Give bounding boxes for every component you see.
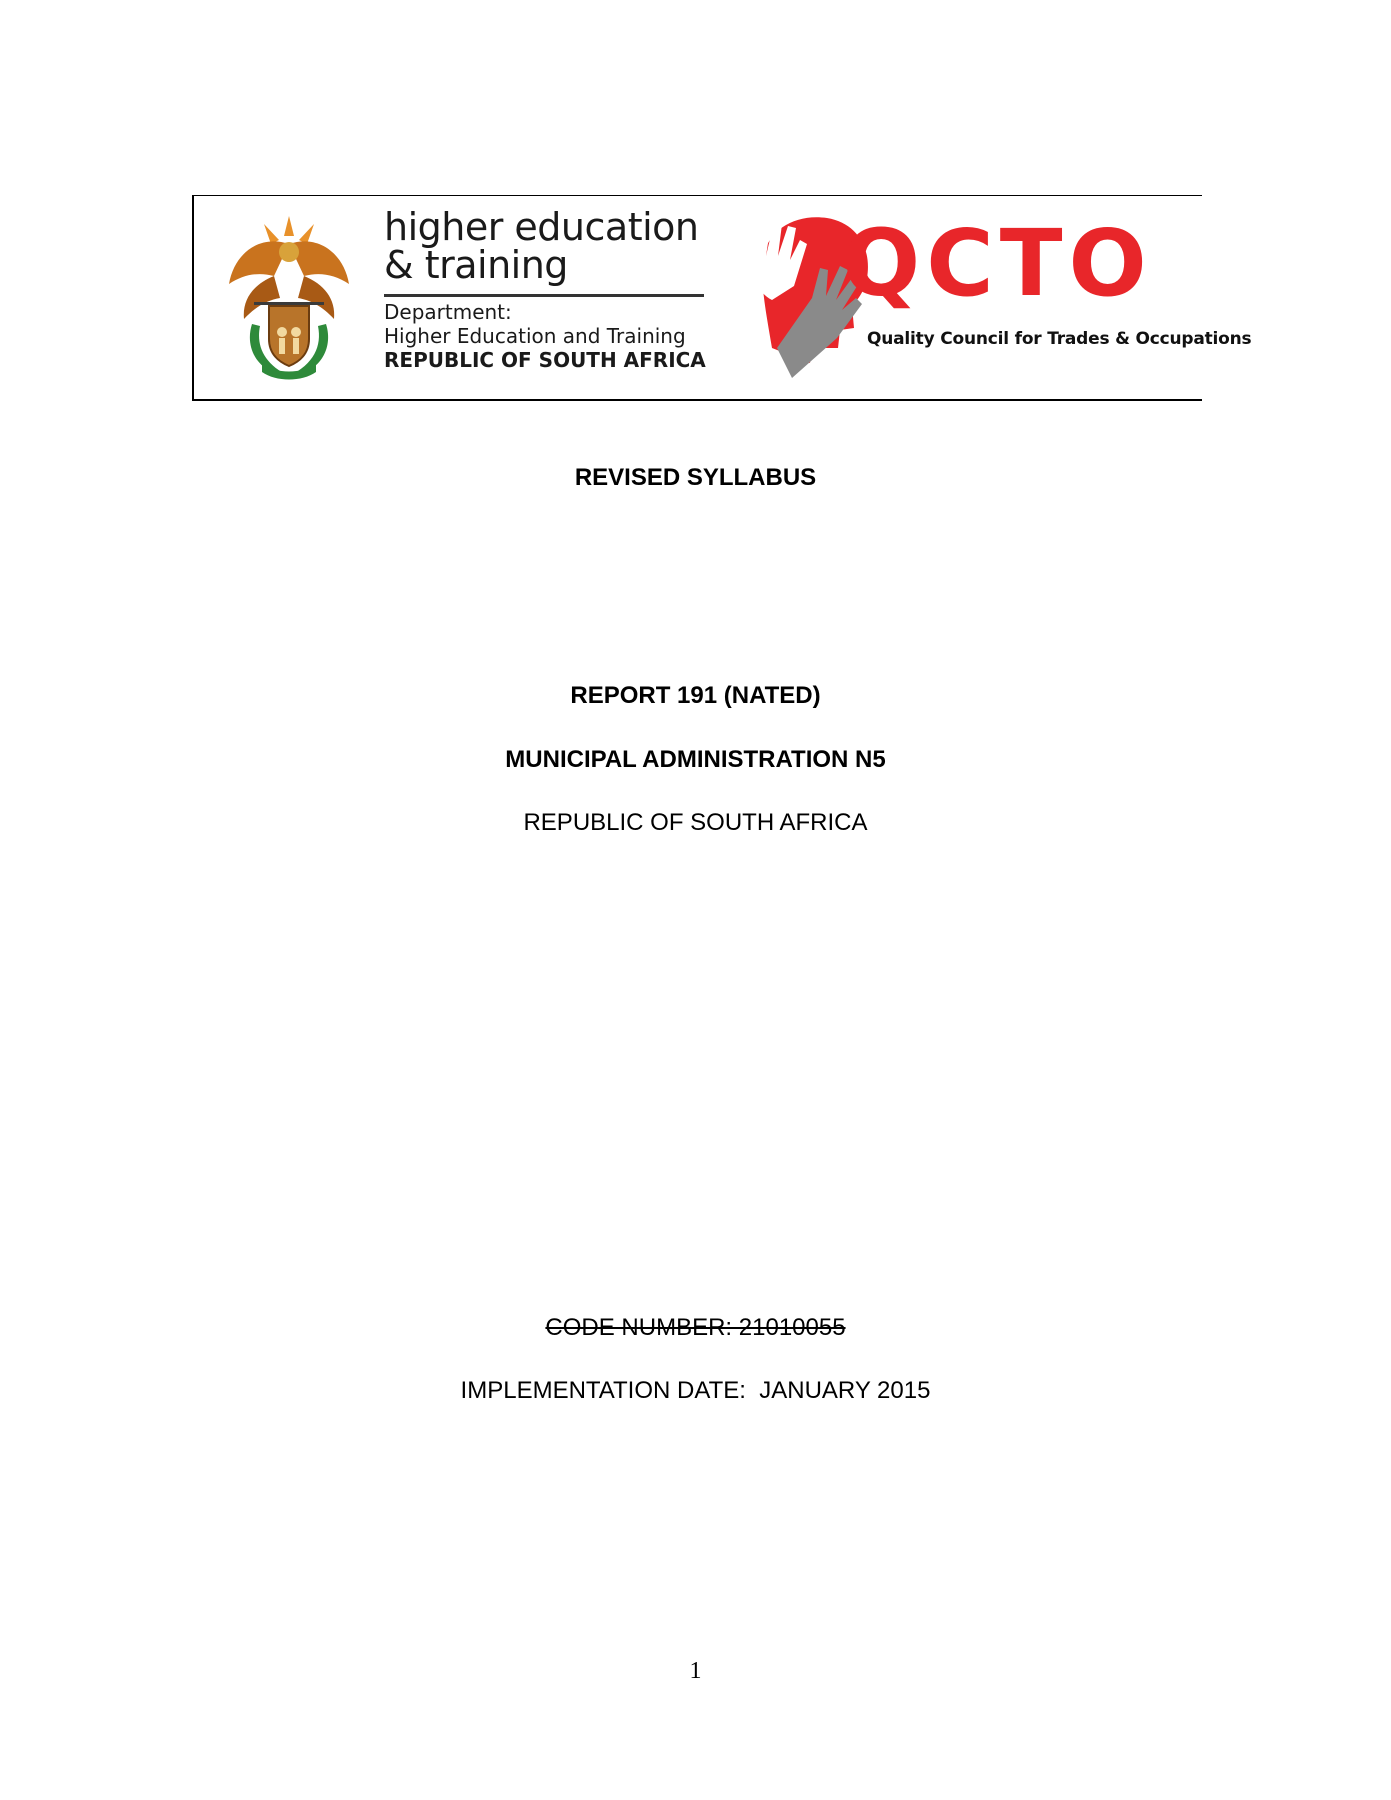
dhet-divider bbox=[384, 294, 704, 297]
document-heading: REVISED SYLLABUS bbox=[574, 464, 817, 491]
qcto-wordmark: QCTO bbox=[842, 210, 1153, 317]
code-number: CODE NUMBER: 21010055 bbox=[545, 1314, 846, 1341]
logo-banner bbox=[192, 195, 1252, 400]
dhet-subtitle bbox=[384, 300, 706, 372]
qcto-logo-panel bbox=[712, 195, 1252, 401]
qcto-tagline: Quality Council for Trades & Occupations bbox=[867, 329, 1252, 349]
page-number: 1 bbox=[689, 1658, 702, 1684]
dhet-logo-panel bbox=[192, 195, 714, 401]
coat-of-arms-icon bbox=[224, 214, 354, 382]
subject-title: MUNICIPAL ADMINISTRATION N5 bbox=[505, 746, 886, 773]
dhet-title-line1: higher education bbox=[384, 205, 699, 249]
dhet-sub-line3: REPUBLIC OF SOUTH AFRICA bbox=[384, 348, 706, 372]
dhet-wordmark bbox=[384, 205, 699, 287]
report-title: REPORT 191 (NATED) bbox=[570, 682, 821, 709]
dhet-sub-line1: Department: bbox=[384, 300, 512, 324]
country-line: REPUBLIC OF SOUTH AFRICA bbox=[523, 809, 868, 836]
dhet-sub-line2: Higher Education and Training bbox=[384, 324, 686, 348]
implementation-date: IMPLEMENTATION DATE: JANUARY 2015 bbox=[460, 1377, 931, 1404]
dhet-title-line2: & training bbox=[384, 243, 568, 287]
